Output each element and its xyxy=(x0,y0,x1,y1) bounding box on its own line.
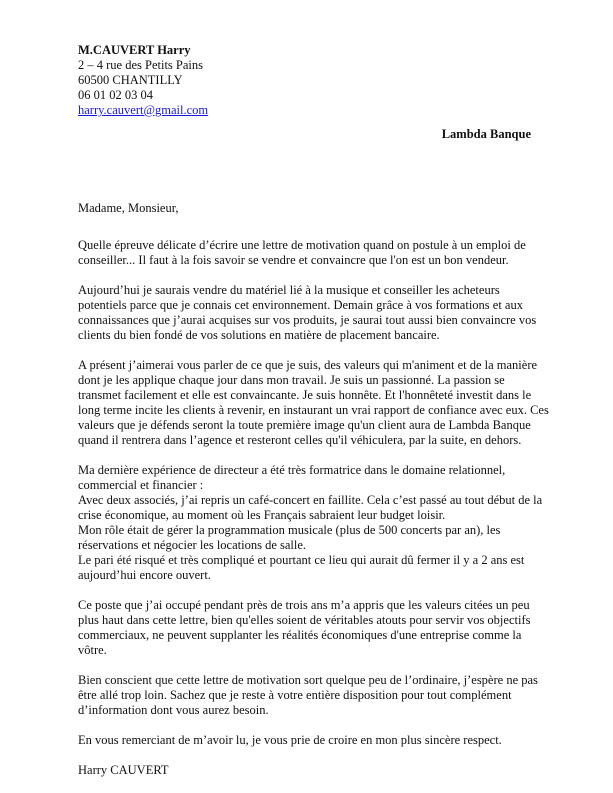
paragraph-line: Le pari été risqué et très compliqué et pourtant ce lieu qui aurait dû fermer il y a 2 ans est xyxy=(78,553,525,567)
paragraph-line: clients du bien fondé de vos solutions en matière de placement bancaire. xyxy=(78,328,440,342)
salutation: Madame, Monsieur, xyxy=(78,201,179,215)
sender-block xyxy=(78,43,378,118)
paragraph-1 xyxy=(78,238,538,268)
paragraph-line: Ce poste que j’ai occupé pendant près de trois ans m’a appris que les valeurs citées un peu xyxy=(78,598,530,612)
paragraph-line: commercial et financier : xyxy=(78,478,204,492)
paragraph-line: Ma dernière expérience de directeur a été très formatrice dans le domaine relationnel, xyxy=(78,463,506,477)
paragraph-6 xyxy=(78,673,538,718)
paragraph-3 xyxy=(78,358,549,448)
paragraph-line: commerciaux, ne peuvent supplanter les réalités économiques d'une entreprise comme la xyxy=(78,628,522,642)
signature: Harry CAUVERT xyxy=(78,763,169,777)
recipient-name: Lambda Banque xyxy=(441,127,531,141)
paragraph-line: être allé trop loin. Sachez que je reste à votre entière disposition pour tout complément xyxy=(78,688,512,702)
paragraph-line: aujourd’hui encore ouvert. xyxy=(78,568,211,582)
sender-phone: 06 01 02 03 04 xyxy=(78,88,153,102)
paragraph-line: Bien conscient que cette lettre de motivation sort quelque peu de l’ordinaire, j’espère ne pas xyxy=(78,673,538,687)
paragraph-4 xyxy=(78,463,543,583)
paragraph-line: d’information dont vous aurez besoin. xyxy=(78,703,269,717)
paragraph-line: quand il rentrera dans l’agence et resteront celles qu'il véhiculera, par la suite, en dehors. xyxy=(78,433,522,447)
paragraph-line: potentiels parce que je connais cet environnement. Demain grâce à vos formations et aux xyxy=(78,298,523,312)
sender-email-link[interactable]: harry.cauvert@gmail.com xyxy=(78,103,209,117)
paragraph-line: transmet facilement et elle est convaincante. Je suis honnête. Et l'honnêteté investit dans le xyxy=(78,388,532,402)
paragraph-line: A présent j’aimerai vous parler de ce que je suis, des valeurs qui m'animent et de la manière xyxy=(78,358,538,372)
paragraph-line: conseiller... Il faut à la fois savoir se vendre et convaincre que l'on est un bon vendeur. xyxy=(78,253,509,267)
paragraph-line: réservations et négocier les locations de salle. xyxy=(78,538,307,552)
paragraph-line: Quelle épreuve délicate d’écrire une lettre de motivation quand on postule à un emploi de xyxy=(78,238,526,252)
paragraph-line: crise économique, au moment où les Français sabraient leur budget loisir. xyxy=(78,508,446,522)
sender-address-line1: 2 – 4 rue des Petits Pains xyxy=(78,58,203,72)
closing: En vous remerciant de m’avoir lu, je vous prie de croire en mon plus sincère respect. xyxy=(78,733,502,747)
paragraph-line: long terme incite les clients à revenir, en instaurant un vrai rapport de confiance avec eux. Ces xyxy=(78,403,549,417)
paragraph-line: vôtre. xyxy=(78,643,107,657)
paragraph-2 xyxy=(78,283,538,343)
paragraph-line: valeurs que je défends seront la toute première image qu'un client aura de Lambda Banque xyxy=(78,418,531,432)
paragraph-5 xyxy=(78,598,538,658)
paragraph-line: Avec deux associés, j’ai repris un café-concert en faillite. Cela c’est passé au tout début de la xyxy=(78,493,543,507)
sender-address-line2: 60500 CHANTILLY xyxy=(78,73,183,87)
letter-body xyxy=(78,201,549,778)
paragraph-line: dont je les applique chaque jour dans mon travail. Je suis un passionné. La passion se xyxy=(78,373,505,387)
paragraph-line: plus haut dans cette lettre, bien qu'elles soient de véritables atouts pour servir vos objectifs xyxy=(78,613,531,627)
paragraph-line: connaissances que j’aurai acquises sur vos produits, je saurai tout aussi bien convaincre vos xyxy=(78,313,537,327)
paragraph-line: Aujourd’hui je saurais vendre du matériel lié à la musique et conseiller les acheteurs xyxy=(78,283,500,297)
paragraph-line: Mon rôle était de gérer la programmation musicale (plus de 500 concerts par an), les xyxy=(78,523,501,537)
sender-name: M.CAUVERT Harry xyxy=(78,43,191,57)
